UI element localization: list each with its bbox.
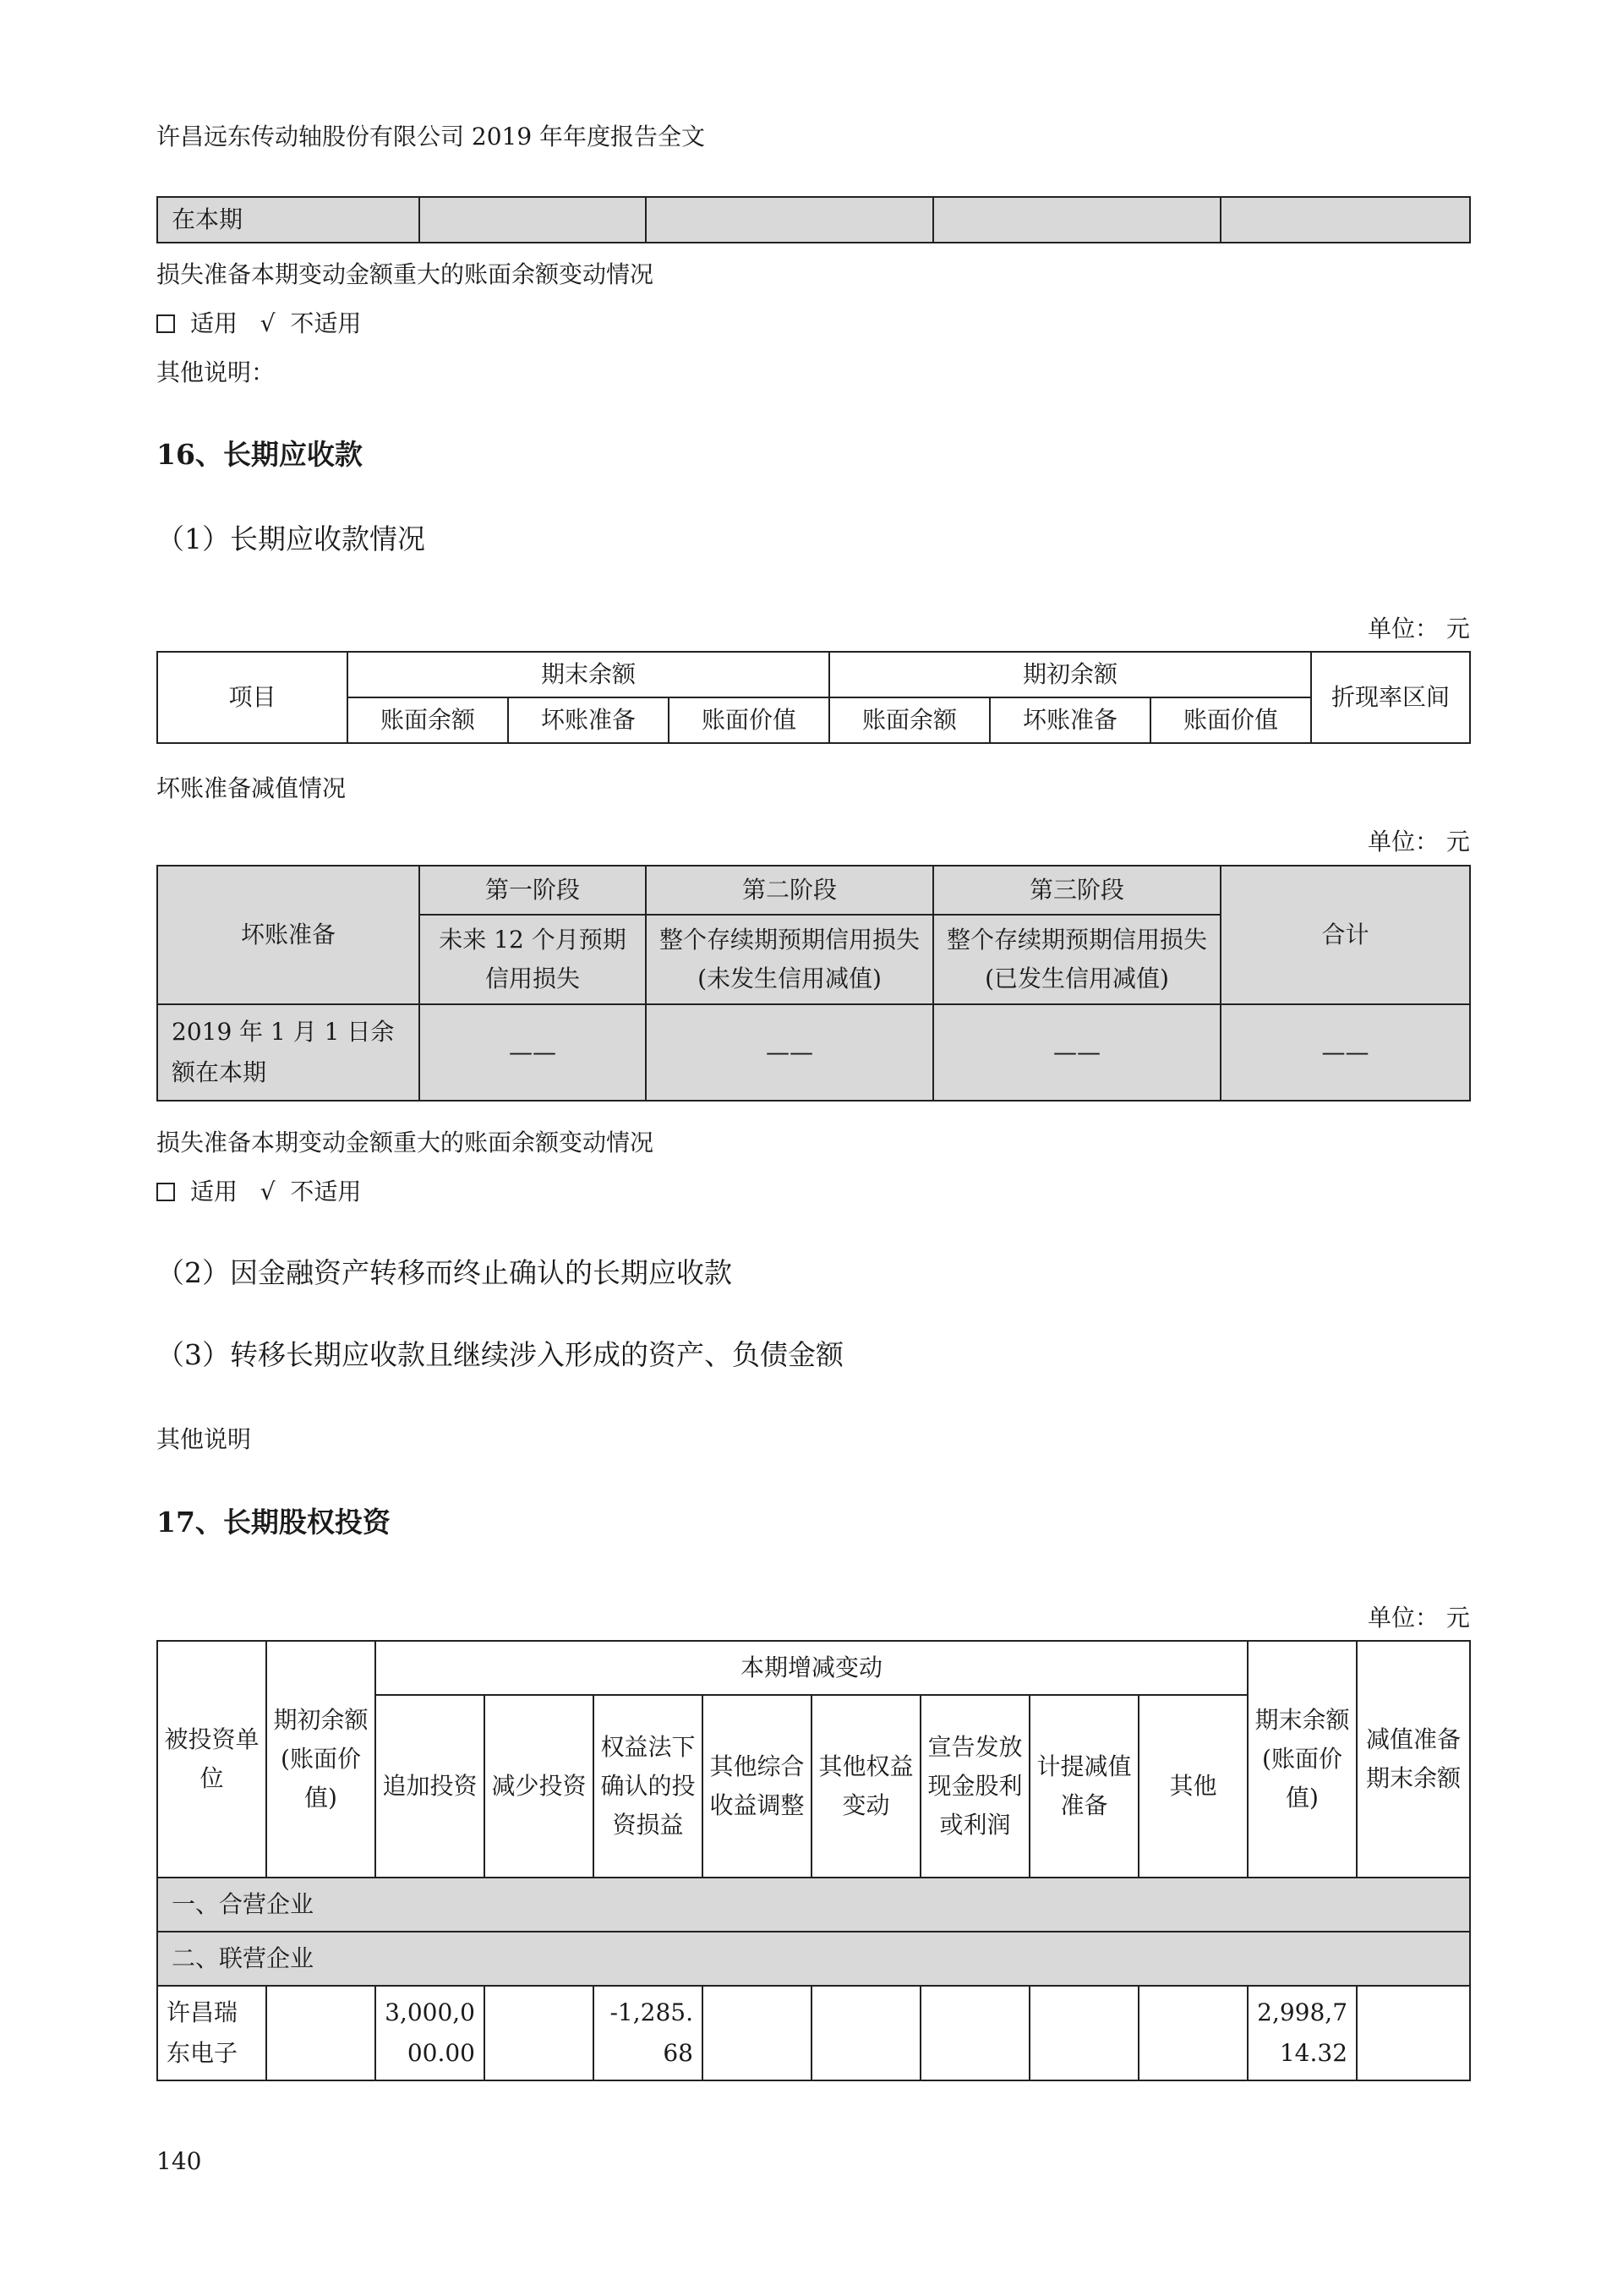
equity-investment-table — [156, 1640, 1471, 2081]
subsection-1-title: （1）长期应收款情况 — [156, 522, 425, 555]
col-total: 合计 — [1221, 866, 1470, 1004]
col-book-value: 账面价值 — [669, 697, 829, 743]
impairment-value — [1030, 1986, 1139, 2080]
other-equity-value — [812, 1986, 921, 2080]
col-bad-debt: 坏账准备 — [508, 697, 669, 743]
loss-change-note: 损失准备本期变动金额重大的账面余额变动情况 — [156, 1129, 654, 1156]
col-book-balance: 账面余额 — [829, 697, 990, 743]
unit-label: 单位： 元 — [1368, 615, 1470, 642]
not-applicable-label: 不适用 — [290, 309, 362, 337]
stage-2-desc: 整个存续期预期信用损失(未发生信用减值) — [646, 915, 933, 1004]
add-investment-value: 3,000,000.00 — [375, 1986, 484, 2080]
col-end-balance: 期末余额(账面价值) — [1248, 1641, 1357, 1878]
col-other: 其他 — [1139, 1695, 1248, 1878]
dividend-value — [921, 1986, 1030, 2080]
col-book-value: 账面价值 — [1150, 697, 1311, 743]
subsection-2-title: （2）因金融资产转移而终止确认的长期应收款 — [156, 1256, 732, 1289]
subsection-3-title: （3）转移长期应收款且继续涉入形成的资产、负债金额 — [156, 1338, 844, 1371]
row-label: 在本期 — [157, 197, 419, 243]
stage-1-desc: 未来 12 个月预期信用损失 — [419, 915, 646, 1004]
checkbox-icon — [156, 314, 175, 333]
table-cell — [646, 197, 933, 243]
group-associates: 二、联营企业 — [157, 1932, 1470, 1986]
col-bad-debt: 坏账准备 — [990, 697, 1150, 743]
section-17-title: 17、长期股权投资 — [156, 1506, 391, 1539]
col-begin-balance: 期初余额(账面价值) — [266, 1641, 375, 1878]
col-impairment-provision: 计提减值准备 — [1030, 1695, 1139, 1878]
begin-balance-value — [266, 1986, 375, 2080]
stage-1: 第一阶段 — [419, 866, 646, 915]
col-item: 项目 — [157, 652, 347, 743]
stage-3: 第三阶段 — [933, 866, 1221, 915]
long-term-receivables-table — [156, 651, 1471, 744]
table-cell — [933, 197, 1221, 243]
section-16-title: 16、长期应收款 — [156, 438, 363, 471]
group-end-balance: 期末余额 — [347, 652, 829, 697]
col-add-investment: 追加投资 — [375, 1695, 484, 1878]
checkbox-icon — [156, 1183, 175, 1201]
other-value — [1139, 1986, 1248, 2080]
check-mark-icon: √ — [260, 1178, 276, 1205]
dash-cell: —— — [646, 1004, 933, 1101]
top-table-fragment — [156, 196, 1471, 243]
stage-3-desc: 整个存续期预期信用损失(已发生信用减值) — [933, 915, 1221, 1004]
applicable-label: 适用 — [190, 1178, 238, 1205]
reduce-investment-value — [484, 1986, 593, 2080]
col-other-equity-change: 其他权益变动 — [812, 1695, 921, 1878]
end-balance-value: 2,998,714.32 — [1248, 1986, 1357, 2080]
col-equity-income: 权益法下确认的投资损益 — [593, 1695, 702, 1878]
oci-value — [702, 1986, 812, 2080]
dash-cell: —— — [933, 1004, 1221, 1101]
loss-change-note: 损失准备本期变动金额重大的账面余额变动情况 — [156, 260, 654, 288]
group-period-change: 本期增减变动 — [375, 1641, 1248, 1695]
other-note: 其他说明： — [156, 358, 276, 386]
group-joint-ventures: 一、合营企业 — [157, 1878, 1470, 1932]
table-cell — [1221, 197, 1470, 243]
col-impairment-end: 减值准备期末余额 — [1357, 1641, 1470, 1878]
col-oci-adjust: 其他综合收益调整 — [702, 1695, 812, 1878]
applicable-line — [156, 307, 361, 341]
check-mark-icon: √ — [260, 309, 276, 337]
unit-label: 单位： 元 — [1368, 828, 1470, 856]
group-begin-balance: 期初余额 — [829, 652, 1311, 697]
not-applicable-label: 不适用 — [290, 1178, 362, 1205]
page-header: 许昌远东传动轴股份有限公司 2019 年年度报告全文 — [156, 123, 706, 150]
col-dividend: 宣告发放现金股利或利润 — [921, 1695, 1030, 1878]
bad-debt-title: 坏账准备减值情况 — [156, 774, 347, 802]
col-reduce-investment: 减少投资 — [484, 1695, 593, 1878]
bad-debt-table — [156, 865, 1471, 1102]
applicable-label: 适用 — [190, 309, 238, 337]
col-bad-debt-label: 坏账准备 — [157, 866, 419, 1004]
col-discount-range: 折现率区间 — [1311, 652, 1470, 743]
unit-label: 单位： 元 — [1368, 1604, 1470, 1632]
equity-income-value: -1,285.68 — [593, 1986, 702, 2080]
investee-name: 许昌瑞东电子 — [157, 1986, 266, 2080]
table-cell — [419, 197, 646, 243]
other-note: 其他说明 — [156, 1425, 252, 1453]
dash-cell: —— — [1221, 1004, 1470, 1101]
impairment-end-value — [1357, 1986, 1470, 2080]
stage-2: 第二阶段 — [646, 866, 933, 915]
row-label: 2019 年 1 月 1 日余额在本期 — [157, 1004, 419, 1101]
dash-cell: —— — [419, 1004, 646, 1101]
applicable-line — [156, 1175, 361, 1209]
page-number: 140 — [156, 2147, 202, 2175]
col-investee: 被投资单位 — [157, 1641, 266, 1878]
col-book-balance: 账面余额 — [347, 697, 508, 743]
